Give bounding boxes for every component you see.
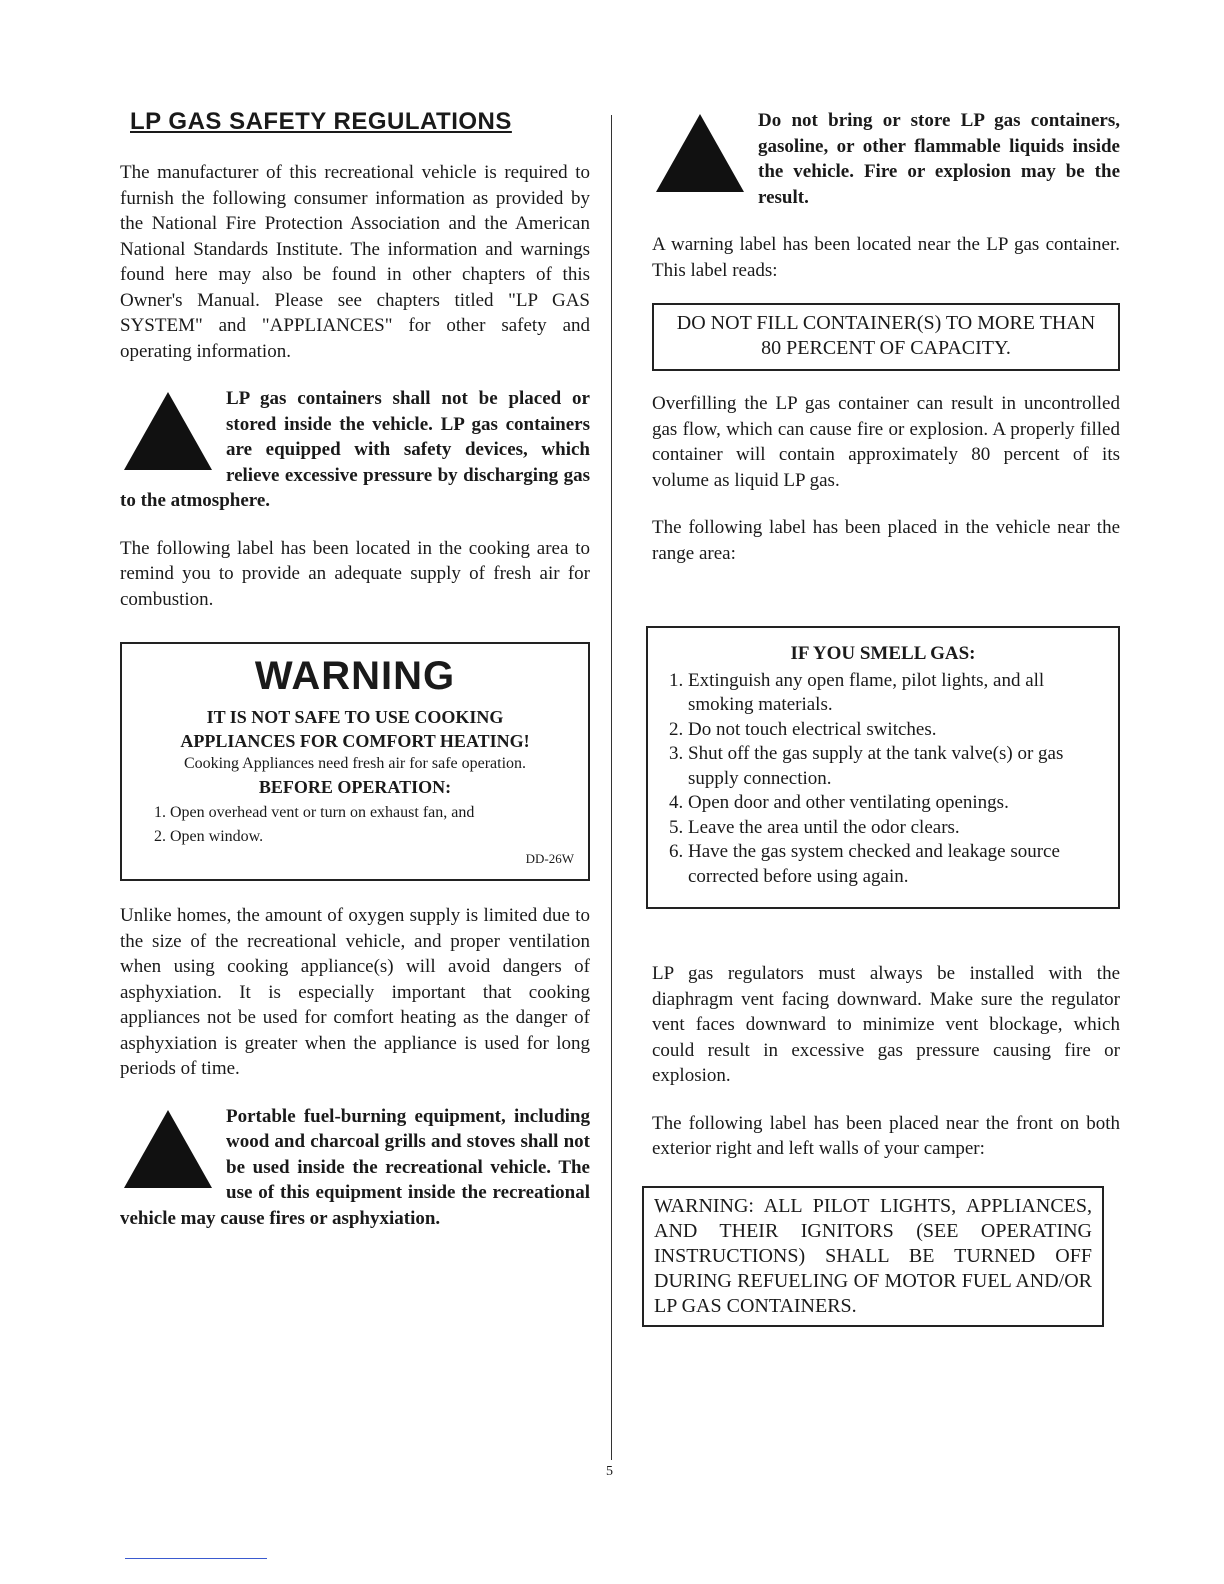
smell-step: 3. Shut off the gas supply at the tank valve(s) or gas supply connection. bbox=[688, 742, 1110, 791]
warning-step: 2. Open window. bbox=[170, 825, 574, 849]
warning-containers-text: LP gas containers shall not be placed or stored inside the vehicle. LP gas containers are equipped with safety devices, which relieve excessive pressure by discharging gas to the atmosphere. bbox=[120, 388, 590, 511]
capacity-label-line-1: DO NOT FILL CONTAINER(S) TO MORE THAN bbox=[676, 312, 1096, 334]
page-number: 5 bbox=[606, 1464, 613, 1479]
regulators-paragraph: LP gas regulators must always be installed with the diaphragm vent facing downward. Make sure the regulator vent faces downward to minimize vent blockage, which could result in excessive gas pressure causing fire or explosion. bbox=[652, 963, 1120, 1086]
label-intro: A warning label has been located near the LP gas container. This label reads: bbox=[652, 234, 1120, 281]
warning-flammables bbox=[652, 108, 1120, 210]
footer-line bbox=[125, 1558, 267, 1559]
smell-step: 4. Open door and other ventilating openings. bbox=[688, 791, 1110, 816]
warning-step: 1. Open overhead vent or turn on exhaust fan, and bbox=[170, 801, 574, 825]
warning-containers bbox=[120, 386, 590, 514]
smell-step: 6. Have the gas system checked and leakage source corrected before using again. bbox=[688, 840, 1110, 889]
smell-step: 5. Leave the area until the odor clears. bbox=[688, 816, 1110, 841]
warning-line-2: APPLIANCES FOR COMFORT HEATING! bbox=[180, 731, 530, 751]
smell-step: 2. Do not touch electrical switches. bbox=[688, 718, 1110, 743]
warning-portable bbox=[120, 1104, 590, 1232]
oxygen-paragraph: Unlike homes, the amount of oxygen supply is limited due to the size of the recreational vehicle, and proper ventilation when using cooking appliance(s) will avoid dangers of asphyxiation. It is especially important that cooking appliances not be used for comfort heating as the danger of asphyxiation is greater when the appliance is used for long periods of time. bbox=[120, 905, 590, 1079]
smell-gas-label bbox=[646, 626, 1120, 909]
overfill-paragraph: Overfilling the LP gas container can result in uncontrolled gas flow, which can cause fire or explosion. A properly filled container will contain approximately 80 percent of its volume as liquid LP gas. bbox=[652, 393, 1120, 491]
warning-triangle-icon bbox=[124, 1110, 212, 1188]
warning-line-3: Cooking Appliances need fresh air for safe operation. bbox=[183, 755, 527, 772]
right-column bbox=[652, 108, 1120, 1327]
smell-gas-title: IF YOU SMELL GAS: bbox=[790, 643, 976, 664]
column-divider bbox=[611, 115, 612, 1460]
warning-triangle-icon bbox=[656, 114, 744, 192]
smell-step: 1. Extinguish any open flame, pilot lights, and all smoking materials. bbox=[688, 669, 1110, 718]
smell-gas-steps bbox=[656, 669, 1110, 890]
capacity-label bbox=[652, 303, 1120, 371]
pilot-warning-label: WARNING: ALL PILOT LIGHTS, APPLIANCES, AND THEIR IGNITORS (SEE OPERATING INSTRUCTIONS) SHALL BE TURNED OFF DURING REFUELING OF MOTOR FUEL AND/OR LP GAS CONTAINERS. bbox=[642, 1186, 1104, 1327]
warning-triangle-icon bbox=[124, 392, 212, 470]
cooking-label-intro: The following label has been located in the cooking area to remind you to provide an adequate supply of fresh air for combustion. bbox=[120, 537, 590, 610]
cooking-warning-label bbox=[120, 642, 590, 881]
warning-line-1: IT IS NOT SAFE TO USE COOKING bbox=[206, 707, 504, 727]
warning-line-4: BEFORE OPERATION: bbox=[258, 777, 452, 797]
warning-flammables-text: Do not bring or store LP gas containers, gasoline, or other flammable liquids inside the vehicle. Fire or explosion may be the result. bbox=[758, 110, 1120, 208]
warning-portable-text: Portable fuel-burning equipment, including wood and charcoal grills and stoves shall not be used inside the recreational vehicle. The use of this equipment inside the recreational vehicle may cause fires or asphyxiation. bbox=[120, 1105, 590, 1229]
label-code: DD-26W bbox=[525, 851, 574, 866]
warning-steps bbox=[136, 801, 574, 849]
exterior-intro: The following label has been placed near the front on both exterior right and left walls of your camper: bbox=[652, 1112, 1120, 1159]
left-column bbox=[120, 108, 590, 1231]
capacity-label-line-2: 80 PERCENT OF CAPACITY. bbox=[761, 337, 1011, 359]
range-intro: The following label has been placed in the vehicle near the range area: bbox=[652, 517, 1120, 564]
page-title: LP GAS SAFETY REGULATIONS bbox=[130, 108, 512, 135]
intro-paragraph: The manufacturer of this recreational vehicle is required to furnish the following consumer information as provided by the National Fire Protection Association and the American National Standards Institute. The information and warnings found here may also be found in other chapters of this Owner's Manual. Please see chapters titled "LP GAS SYSTEM" and "APPLIANCES" for other safety and operating information. bbox=[120, 162, 590, 362]
warning-title: WARNING bbox=[254, 654, 456, 698]
